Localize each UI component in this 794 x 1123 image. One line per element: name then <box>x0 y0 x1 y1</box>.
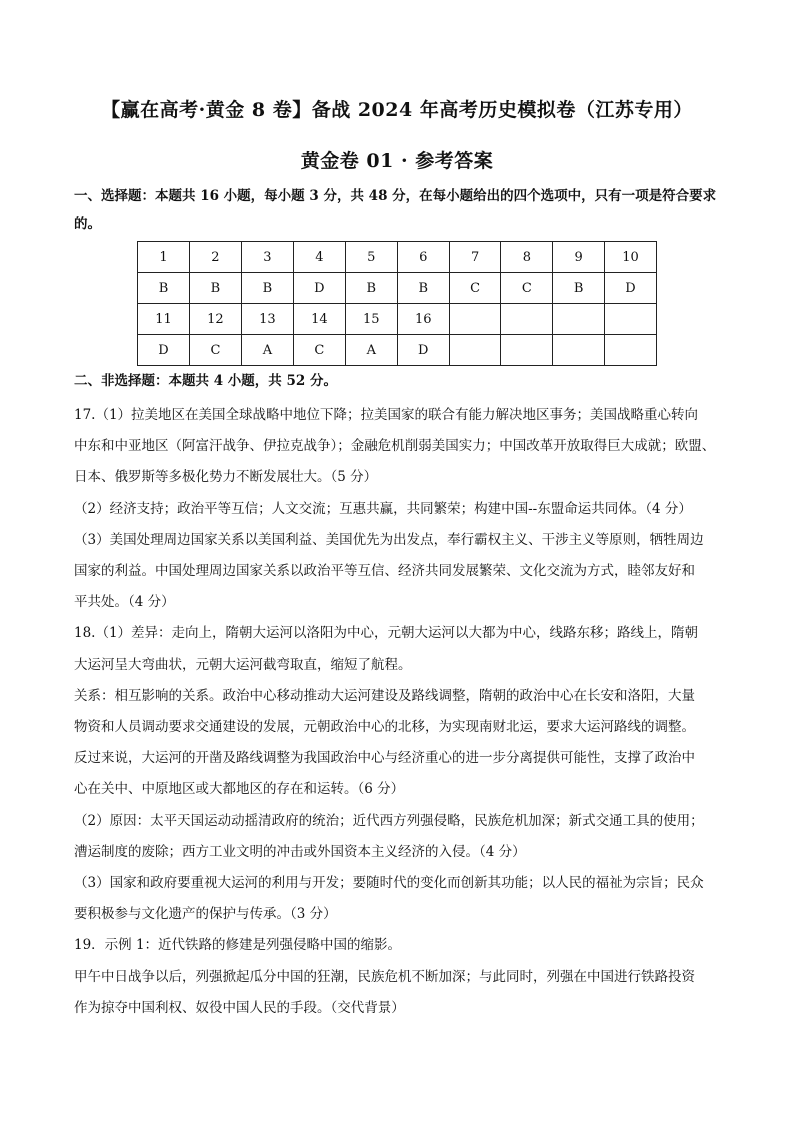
table-cell: B <box>241 273 293 304</box>
table-cell <box>449 335 501 366</box>
table-cell: C <box>189 335 241 366</box>
body-line: 17.（1）拉美地区在美国全球战略中地位下降；拉美国家的联合有能力解决地区事务；美国战略重心转向 <box>74 407 699 423</box>
table-cell: B <box>553 273 605 304</box>
body-line: 关系：相互影响的关系。政治中心移动推动大运河建设及路线调整，隋朝的政治中心在长安和洛阳，大量 <box>74 688 695 704</box>
body-line: 漕运制度的废除；西方工业文明的冲击或外国资本主义经济的入侵。（4 分） <box>74 844 526 860</box>
table-row <box>138 273 657 304</box>
table-cell <box>605 304 657 335</box>
table-cell: B <box>138 273 190 304</box>
body-line: （2）经济支持；政治平等互信；人文交流；互惠共赢，共同繁荣；构建中国--东盟命运共同体。（4 分） <box>74 501 692 517</box>
body-line: 作为掠夺中国利权、奴役中国人民的手段。（交代背景） <box>74 1000 405 1016</box>
table-cell: C <box>501 273 553 304</box>
table-cell: 8 <box>501 242 553 273</box>
body-line: 日本、俄罗斯等多极化势力不断发展壮大。（5 分） <box>74 469 378 485</box>
document-title: 【赢在高考·黄金 8 卷】备战 2024 年高考历史模拟卷（江苏专用） <box>101 99 693 121</box>
body-line: 甲午中日战争以后，列强掀起瓜分中国的狂潮，民族危机不断加深；与此同时，列强在中国进行铁路投资 <box>74 969 695 985</box>
section1-heading-line2: 的。 <box>74 216 101 232</box>
table-cell: 5 <box>345 242 397 273</box>
body-line: 物资和人员调动要求交通建设的发展，元朝政治中心的北移，为实现南财北运，要求大运河路线的调整。 <box>74 719 695 735</box>
table-cell: B <box>345 273 397 304</box>
table-cell: 10 <box>605 242 657 273</box>
table-cell: 9 <box>553 242 605 273</box>
table-cell: C <box>449 273 501 304</box>
body-line: 19．示例 1：近代铁路的修建是列强侵略中国的缩影。 <box>74 937 402 953</box>
table-row <box>138 304 657 335</box>
table-cell <box>501 304 553 335</box>
body-line: 平共处。（4 分） <box>74 594 175 610</box>
body-line: 心在关中、中原地区或大都地区的存在和运转。（6 分） <box>74 781 405 797</box>
table-cell: D <box>293 273 345 304</box>
table-cell: 4 <box>293 242 345 273</box>
table-cell <box>553 304 605 335</box>
table-cell: 15 <box>345 304 397 335</box>
table-cell: 16 <box>397 304 449 335</box>
table-cell: D <box>605 273 657 304</box>
table-cell: C <box>293 335 345 366</box>
table-cell: B <box>189 273 241 304</box>
body-line: 国家的利益。中国处理周边国家关系以政治平等互信、经济共同发展繁荣、文化交流为方式，睦邻友好和 <box>74 563 695 579</box>
table-cell: A <box>345 335 397 366</box>
table-cell: D <box>397 335 449 366</box>
table-cell <box>501 335 553 366</box>
table-cell: 7 <box>449 242 501 273</box>
table-cell: 12 <box>189 304 241 335</box>
body-line: （3）美国处理周边国家关系以美国利益、美国优先为出发点，奉行霸权主义、干涉主义等原则，牺牲周边 <box>74 532 704 548</box>
table-cell: 3 <box>241 242 293 273</box>
table-cell: D <box>138 335 190 366</box>
table-cell: 11 <box>138 304 190 335</box>
body-line: 要积极参与文化遗产的保护与传承。（3 分） <box>74 906 337 922</box>
body-line: 中东和中亚地区（阿富汗战争、伊拉克战争）；金融危机削弱美国实力；中国改革开放取得巨大成就；欧盟、 <box>74 438 716 454</box>
section2-heading: 二、非选择题：本题共 4 小题，共 52 分。 <box>74 373 337 389</box>
document-subtitle: 黄金卷 01 · 参考答案 <box>300 150 494 172</box>
body-line: （3）国家和政府要重视大运河的利用与开发；要随时代的变化而创新其功能；以人民的福祉为宗旨；民众 <box>74 875 704 891</box>
table-cell: B <box>397 273 449 304</box>
table-cell <box>449 304 501 335</box>
table-cell: 14 <box>293 304 345 335</box>
table-cell: 2 <box>189 242 241 273</box>
answer-table <box>137 241 657 366</box>
table-cell: 13 <box>241 304 293 335</box>
table-row <box>138 335 657 366</box>
body-line: 反过来说，大运河的开凿及路线调整为我国政治中心与经济重心的进一步分离提供可能性，支撑了政治中 <box>74 750 695 766</box>
body-line: 18.（1）差异：走向上，隋朝大运河以洛阳为中心，元朝大运河以大都为中心，线路东移；路线上，隋朝 <box>74 625 699 641</box>
table-cell <box>553 335 605 366</box>
body-line: （2）原因：太平天国运动动摇清政府的统治；近代西方列强侵略，民族危机加深；新式交通工具的使用； <box>74 813 704 829</box>
section1-heading-line1: 一、选择题：本题共 16 小题，每小题 3 分，共 48 分，在每小题给出的四个选项中，只有一项是符合要求 <box>74 188 717 204</box>
table-row <box>138 242 657 273</box>
table-cell: A <box>241 335 293 366</box>
table-cell: 6 <box>397 242 449 273</box>
table-cell: 1 <box>138 242 190 273</box>
table-cell <box>605 335 657 366</box>
body-line: 大运河呈大弯曲状，元朝大运河截弯取直，缩短了航程。 <box>74 657 412 673</box>
